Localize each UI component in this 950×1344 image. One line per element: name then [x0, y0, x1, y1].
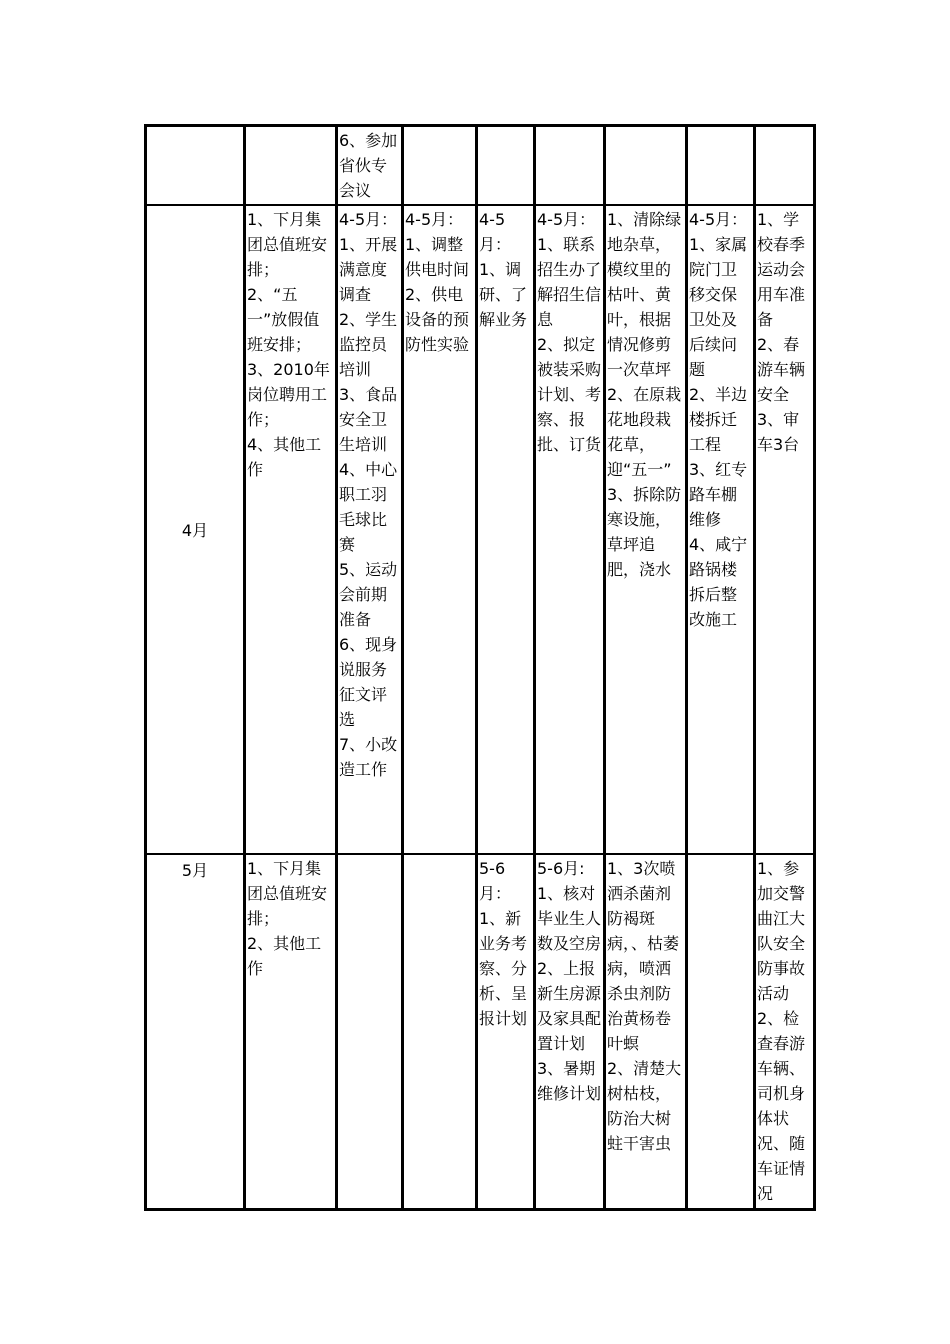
table-cell: 4-5月： 1、家属院门卫移交保卫处及后续问题 2、半边楼拆迁工程 3、红专路车棚维修 4、咸宁路锅楼拆后整改施工	[686, 205, 754, 854]
table-cell: 4-5月： 1、联系招生办了解招生信息 2、拟定被装采购计划、考察、报批、订货	[534, 205, 604, 854]
table-cell	[336, 854, 402, 1209]
table-cell: 1、下月集团总值班安排； 2、“五一”放假值班安排； 3、2010年岗位聘用工作； 4、其他工作	[244, 205, 336, 854]
month-cell: 4月	[146, 205, 244, 854]
table-cell	[244, 126, 336, 205]
table-cell: 1、3次喷洒杀菌剂防褐斑病，、枯萎病，喷洒杀虫剂防治黄杨卷叶螟 2、清楚大树枯枝，防治大树蛀干害虫	[604, 854, 686, 1209]
table-cell: 6、参加省伙专会议	[336, 126, 402, 205]
table-cell: 5-6月： 1、新业务考察、分析、呈报计划	[476, 854, 534, 1209]
table-cell: 1、下月集团总值班安排； 2、其他工作	[244, 854, 336, 1209]
month-cell	[146, 126, 244, 205]
table-row	[146, 205, 814, 854]
table-cell: 1、学校春季运动会用车准备 2、春游车辆安全 3、审车3台	[754, 205, 814, 854]
table-cell	[534, 126, 604, 205]
table-row	[146, 126, 814, 205]
table-cell	[402, 126, 476, 205]
table-cell	[686, 854, 754, 1209]
table-cell: 4-5月： 1、调研、了解业务	[476, 205, 534, 854]
table-cell: 5-6月: 1、核对毕业生人数及空房 2、上报新生房源及家具配置计划 3、暑期维修计划	[534, 854, 604, 1209]
table-cell	[686, 126, 754, 205]
table-cell: 4-5月： 1、调整供电时间 2、供电设备的预防性实验	[402, 205, 476, 854]
table-row	[146, 854, 814, 1209]
table-cell	[604, 126, 686, 205]
table-cell	[476, 126, 534, 205]
table-cell	[754, 126, 814, 205]
work-plan-table	[144, 124, 816, 1211]
table-cell: 1、清除绿地杂草，模纹里的枯叶、黄叶，根据情况修剪一次草坪 2、在原栽花地段栽花草，迎“五一” 3、拆除防寒设施，草坪追肥，浇水	[604, 205, 686, 854]
table-cell: 1、参加交警曲江大队安全防事故活动 2、检查春游车辆、司机身体状况、随车证情况	[754, 854, 814, 1209]
month-cell: 5月	[146, 854, 244, 1209]
table-cell	[402, 854, 476, 1209]
table-cell: 4-5月： 1、开展满意度调查 2、学生监控员培训 3、食品安全卫生培训 4、中心职工羽毛球比赛 5、运动会前期准备 6、现身说服务征文评选 7、小改造工作	[336, 205, 402, 854]
